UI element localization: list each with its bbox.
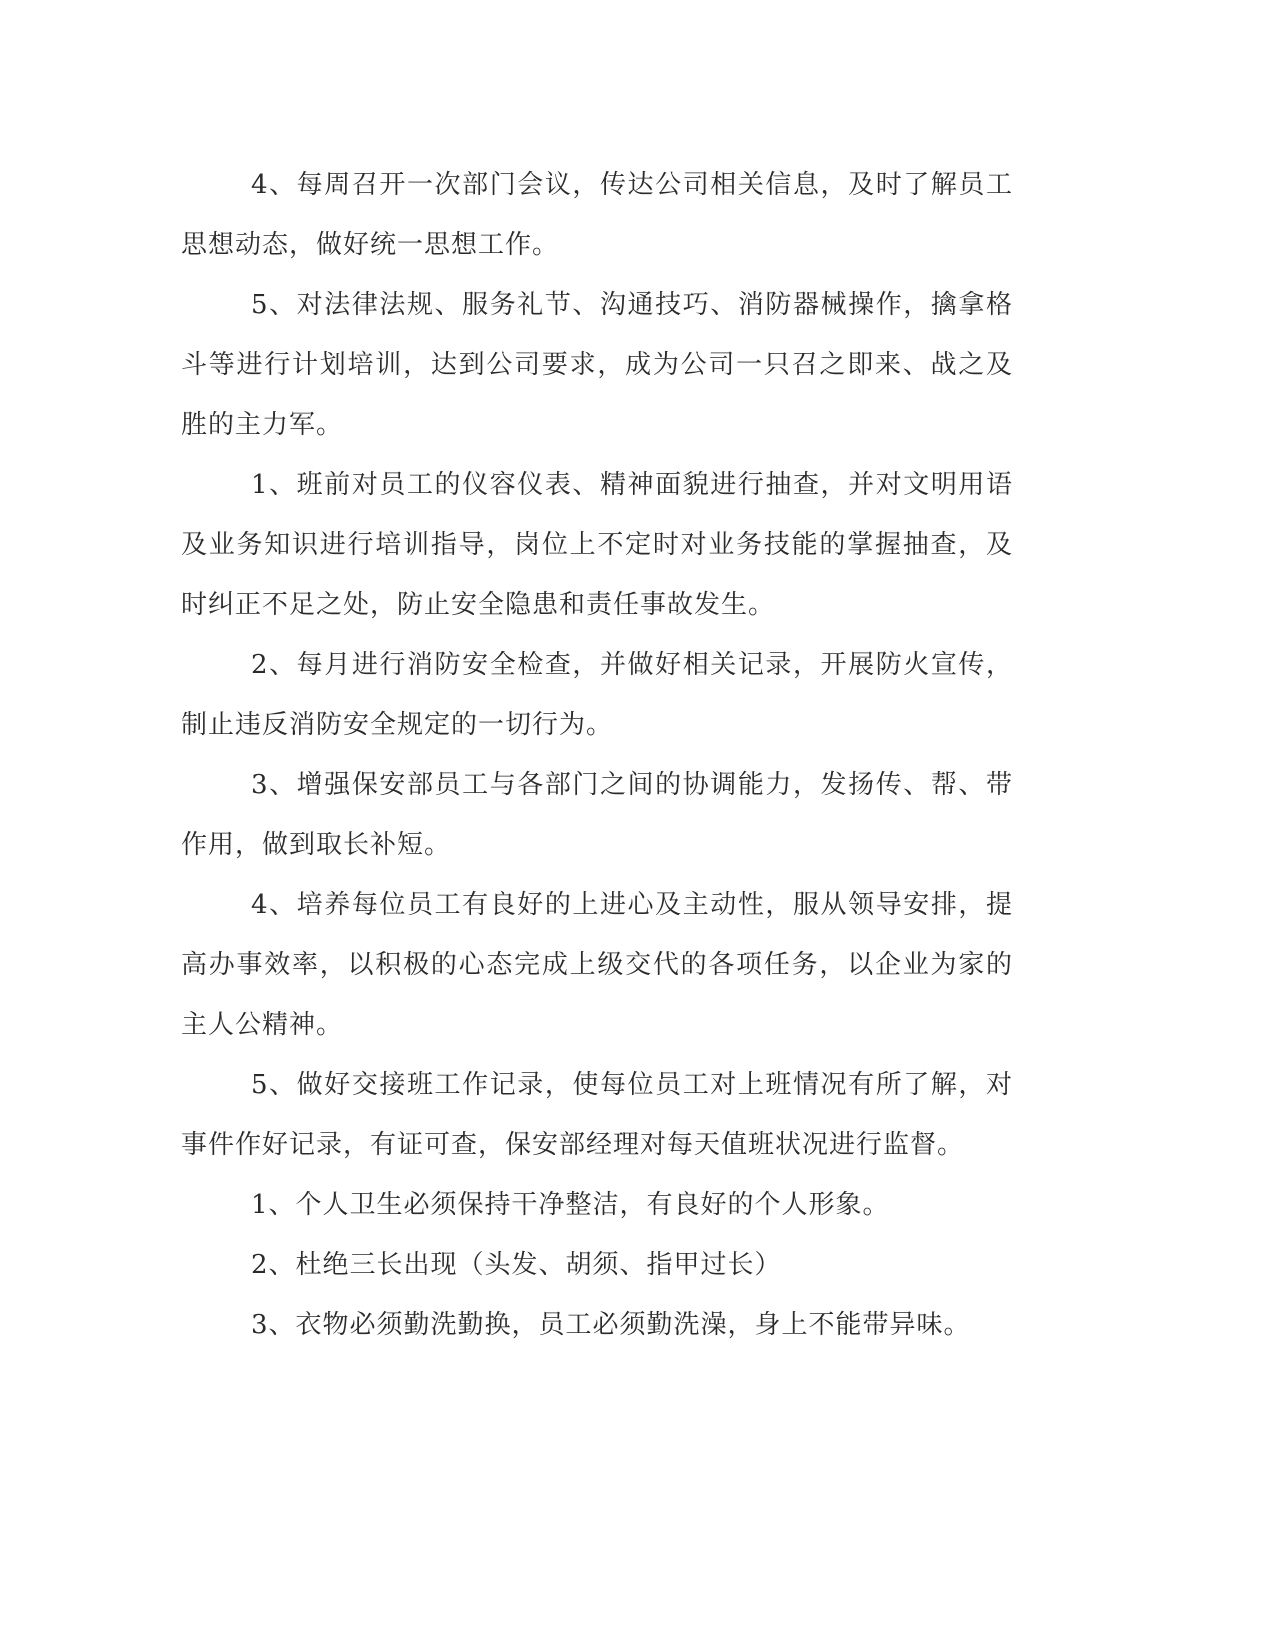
paragraph-clothing: 3、衣物必须勤洗勤换，员工必须勤洗澡，身上不能带异味。 bbox=[251, 1310, 971, 1340]
document-body bbox=[181, 155, 1013, 1355]
paragraph-fire-safety: 2、每月进行消防安全检查，并做好相关记录，开展防火宣传，制止违反消防安全规定的一切行为。 bbox=[181, 650, 1013, 740]
paragraph-shift-handover: 5、做好交接班工作记录，使每位员工对上班情况有所了解，对事件作好记录，有证可查，保安部经理对每天值班状况进行监督。 bbox=[181, 1070, 1013, 1160]
paragraph-personal-hygiene: 1、个人卫生必须保持干净整洁，有良好的个人形象。 bbox=[251, 1190, 890, 1220]
paragraph-initiative: 4、培养每位员工有良好的上进心及主动性，服从领导安排，提高办事效率，以积极的心态完成上级交代的各项任务，以企业为家的主人公精神。 bbox=[181, 890, 1013, 1040]
paragraph-coordination: 3、增强保安部员工与各部门之间的协调能力，发扬传、帮、带作用，做到取长补短。 bbox=[181, 770, 1013, 860]
paragraph-training-plan: 5、对法律法规、服务礼节、沟通技巧、消防器械操作，擒拿格斗等进行计划培训，达到公司要求，成为公司一只召之即来、战之及胜的主力军。 bbox=[181, 290, 1013, 440]
paragraph-weekly-meeting: 4、每周召开一次部门会议，传达公司相关信息，及时了解员工思想动态，做好统一思想工作。 bbox=[181, 170, 1013, 260]
paragraph-grooming: 2、杜绝三长出现（头发、胡须、指甲过长） bbox=[251, 1250, 782, 1280]
paragraph-pre-shift-check: 1、班前对员工的仪容仪表、精神面貌进行抽查，并对文明用语及业务知识进行培训指导，岗位上不定时对业务技能的掌握抽查，及时纠正不足之处，防止安全隐患和责任事故发生。 bbox=[181, 470, 1013, 620]
